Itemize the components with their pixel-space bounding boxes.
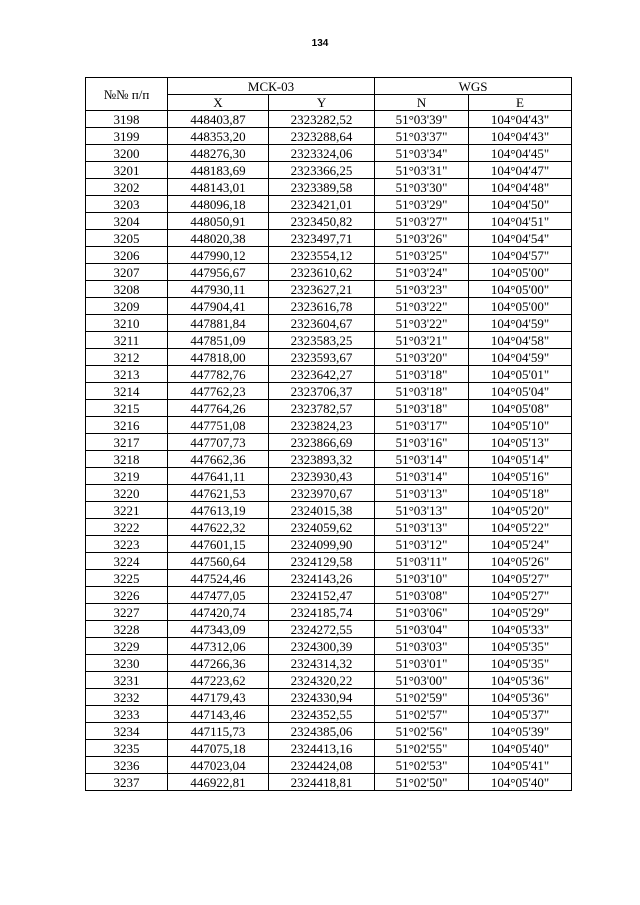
table-row: [86, 672, 572, 689]
cell-n: 51°03'29": [375, 196, 469, 213]
cell-y: 2324272,55: [269, 621, 375, 638]
cell-y: 2323421,01: [269, 196, 375, 213]
cell-x: 447312,06: [168, 638, 269, 655]
cell-x: 447477,05: [168, 587, 269, 604]
header-group-msk: МСК-03: [168, 78, 375, 95]
cell-index: 3212: [86, 349, 168, 366]
table-row: [86, 485, 572, 502]
cell-x: 447560,64: [168, 553, 269, 570]
cell-x: 447782,76: [168, 366, 269, 383]
cell-e: 104°05'36": [469, 672, 572, 689]
cell-e: 104°05'04": [469, 383, 572, 400]
cell-y: 2323583,25: [269, 332, 375, 349]
header-index: №№ п/п: [86, 78, 168, 111]
cell-e: 104°04'48": [469, 179, 572, 196]
cell-x: 447343,09: [168, 621, 269, 638]
cell-x: 447179,43: [168, 689, 269, 706]
cell-n: 51°03'16": [375, 434, 469, 451]
cell-y: 2324413,16: [269, 740, 375, 757]
cell-n: 51°03'01": [375, 655, 469, 672]
cell-n: 51°03'34": [375, 145, 469, 162]
table-row: [86, 230, 572, 247]
cell-x: 446922,81: [168, 774, 269, 791]
cell-x: 447818,00: [168, 349, 269, 366]
table-row: [86, 519, 572, 536]
table-row: [86, 553, 572, 570]
table-row: [86, 570, 572, 587]
cell-x: 447613,19: [168, 502, 269, 519]
table-row: [86, 349, 572, 366]
table-row: [86, 757, 572, 774]
cell-n: 51°03'37": [375, 128, 469, 145]
cell-n: 51°03'23": [375, 281, 469, 298]
cell-y: 2323450,82: [269, 213, 375, 230]
cell-y: 2324143,26: [269, 570, 375, 587]
cell-e: 104°04'59": [469, 315, 572, 332]
cell-e: 104°05'35": [469, 638, 572, 655]
cell-y: 2323893,32: [269, 451, 375, 468]
cell-x: 447762,23: [168, 383, 269, 400]
table-row: [86, 587, 572, 604]
cell-e: 104°05'39": [469, 723, 572, 740]
cell-y: 2324129,58: [269, 553, 375, 570]
cell-e: 104°05'14": [469, 451, 572, 468]
cell-index: 3210: [86, 315, 168, 332]
cell-n: 51°03'13": [375, 502, 469, 519]
cell-index: 3219: [86, 468, 168, 485]
cell-e: 104°05'13": [469, 434, 572, 451]
cell-e: 104°05'40": [469, 740, 572, 757]
cell-index: 3216: [86, 417, 168, 434]
cell-e: 104°05'01": [469, 366, 572, 383]
cell-index: 3203: [86, 196, 168, 213]
cell-index: 3230: [86, 655, 168, 672]
table-row: [86, 502, 572, 519]
cell-y: 2323593,67: [269, 349, 375, 366]
cell-index: 3207: [86, 264, 168, 281]
cell-x: 447930,11: [168, 281, 269, 298]
cell-n: 51°03'12": [375, 536, 469, 553]
cell-index: 3208: [86, 281, 168, 298]
cell-e: 104°05'41": [469, 757, 572, 774]
cell-x: 447075,18: [168, 740, 269, 757]
cell-n: 51°03'22": [375, 298, 469, 315]
table-row: [86, 298, 572, 315]
table-row: [86, 774, 572, 791]
cell-x: 448403,87: [168, 111, 269, 128]
cell-y: 2323970,67: [269, 485, 375, 502]
cell-y: 2324385,06: [269, 723, 375, 740]
cell-x: 447143,46: [168, 706, 269, 723]
table-row: [86, 366, 572, 383]
cell-x: 448096,18: [168, 196, 269, 213]
cell-n: 51°03'25": [375, 247, 469, 264]
cell-x: 447707,73: [168, 434, 269, 451]
cell-e: 104°05'00": [469, 298, 572, 315]
cell-index: 3232: [86, 689, 168, 706]
cell-index: 3221: [86, 502, 168, 519]
cell-y: 2323497,71: [269, 230, 375, 247]
cell-y: 2323288,64: [269, 128, 375, 145]
table-row: [86, 111, 572, 128]
cell-e: 104°05'35": [469, 655, 572, 672]
cell-e: 104°05'33": [469, 621, 572, 638]
cell-x: 448276,30: [168, 145, 269, 162]
table-header: [86, 78, 572, 111]
table-row: [86, 706, 572, 723]
cell-x: 447223,62: [168, 672, 269, 689]
cell-e: 104°05'29": [469, 604, 572, 621]
table-row: [86, 128, 572, 145]
cell-x: 448353,20: [168, 128, 269, 145]
cell-index: 3229: [86, 638, 168, 655]
cell-n: 51°03'31": [375, 162, 469, 179]
cell-n: 51°03'24": [375, 264, 469, 281]
cell-index: 3211: [86, 332, 168, 349]
cell-index: 3199: [86, 128, 168, 145]
cell-x: 447601,15: [168, 536, 269, 553]
cell-y: 2324152,47: [269, 587, 375, 604]
cell-y: 2323366,25: [269, 162, 375, 179]
cell-y: 2324418,81: [269, 774, 375, 791]
cell-x: 448143,01: [168, 179, 269, 196]
cell-n: 51°02'55": [375, 740, 469, 757]
cell-x: 447990,12: [168, 247, 269, 264]
cell-index: 3237: [86, 774, 168, 791]
cell-n: 51°02'50": [375, 774, 469, 791]
cell-n: 51°03'13": [375, 519, 469, 536]
cell-e: 104°05'16": [469, 468, 572, 485]
cell-index: 3214: [86, 383, 168, 400]
header-n: N: [375, 95, 469, 111]
cell-n: 51°03'08": [375, 587, 469, 604]
cell-n: 51°02'53": [375, 757, 469, 774]
cell-n: 51°03'18": [375, 366, 469, 383]
header-e: E: [469, 95, 572, 111]
cell-x: 447662,36: [168, 451, 269, 468]
cell-x: 447641,11: [168, 468, 269, 485]
cell-x: 447266,36: [168, 655, 269, 672]
table-row: [86, 281, 572, 298]
cell-y: 2323324,06: [269, 145, 375, 162]
cell-y: 2323389,58: [269, 179, 375, 196]
cell-index: 3228: [86, 621, 168, 638]
cell-e: 104°05'27": [469, 587, 572, 604]
cell-y: 2323554,12: [269, 247, 375, 264]
table-row: [86, 315, 572, 332]
cell-x: 447851,09: [168, 332, 269, 349]
table-row: [86, 434, 572, 451]
cell-x: 447622,32: [168, 519, 269, 536]
cell-n: 51°03'20": [375, 349, 469, 366]
cell-index: 3206: [86, 247, 168, 264]
cell-y: 2323604,67: [269, 315, 375, 332]
cell-y: 2324320,22: [269, 672, 375, 689]
cell-n: 51°03'03": [375, 638, 469, 655]
cell-y: 2324330,94: [269, 689, 375, 706]
cell-e: 104°05'10": [469, 417, 572, 434]
table-row: [86, 451, 572, 468]
cell-e: 104°05'24": [469, 536, 572, 553]
cell-x: 447904,41: [168, 298, 269, 315]
cell-index: 3217: [86, 434, 168, 451]
cell-index: 3205: [86, 230, 168, 247]
table-row: [86, 638, 572, 655]
cell-e: 104°05'20": [469, 502, 572, 519]
header-row-top: [86, 78, 572, 95]
cell-e: 104°05'18": [469, 485, 572, 502]
cell-y: 2323782,57: [269, 400, 375, 417]
cell-y: 2324015,38: [269, 502, 375, 519]
cell-y: 2323616,78: [269, 298, 375, 315]
cell-y: 2324300,39: [269, 638, 375, 655]
cell-e: 104°05'22": [469, 519, 572, 536]
cell-y: 2324424,08: [269, 757, 375, 774]
cell-index: 3202: [86, 179, 168, 196]
table-row: [86, 264, 572, 281]
cell-n: 51°03'18": [375, 400, 469, 417]
cell-index: 3209: [86, 298, 168, 315]
cell-x: 448050,91: [168, 213, 269, 230]
cell-index: 3236: [86, 757, 168, 774]
cell-y: 2323642,27: [269, 366, 375, 383]
cell-e: 104°04'59": [469, 349, 572, 366]
cell-x: 447764,26: [168, 400, 269, 417]
cell-y: 2324314,32: [269, 655, 375, 672]
cell-e: 104°05'36": [469, 689, 572, 706]
cell-e: 104°04'45": [469, 145, 572, 162]
cell-y: 2323282,52: [269, 111, 375, 128]
table-row: [86, 179, 572, 196]
cell-x: 447420,74: [168, 604, 269, 621]
coordinates-table: [85, 77, 572, 791]
cell-e: 104°05'00": [469, 264, 572, 281]
cell-n: 51°03'39": [375, 111, 469, 128]
table-row: [86, 468, 572, 485]
cell-y: 2323930,43: [269, 468, 375, 485]
table-row: [86, 723, 572, 740]
cell-n: 51°03'10": [375, 570, 469, 587]
table-body: [86, 111, 572, 791]
cell-index: 3223: [86, 536, 168, 553]
cell-n: 51°02'56": [375, 723, 469, 740]
cell-y: 2324099,90: [269, 536, 375, 553]
cell-y: 2323627,21: [269, 281, 375, 298]
cell-n: 51°03'26": [375, 230, 469, 247]
cell-x: 448183,69: [168, 162, 269, 179]
cell-index: 3227: [86, 604, 168, 621]
cell-n: 51°03'27": [375, 213, 469, 230]
cell-n: 51°03'04": [375, 621, 469, 638]
header-y: Y: [269, 95, 375, 111]
table-row: [86, 740, 572, 757]
cell-n: 51°03'30": [375, 179, 469, 196]
table-row: [86, 196, 572, 213]
cell-e: 104°04'54": [469, 230, 572, 247]
table-row: [86, 417, 572, 434]
cell-n: 51°03'17": [375, 417, 469, 434]
cell-y: 2324185,74: [269, 604, 375, 621]
table-row: [86, 689, 572, 706]
cell-n: 51°03'22": [375, 315, 469, 332]
cell-x: 448020,38: [168, 230, 269, 247]
table-row: [86, 383, 572, 400]
cell-index: 3224: [86, 553, 168, 570]
cell-n: 51°03'11": [375, 553, 469, 570]
cell-index: 3200: [86, 145, 168, 162]
cell-n: 51°03'18": [375, 383, 469, 400]
cell-index: 3204: [86, 213, 168, 230]
cell-e: 104°05'40": [469, 774, 572, 791]
cell-index: 3233: [86, 706, 168, 723]
cell-n: 51°03'00": [375, 672, 469, 689]
cell-index: 3226: [86, 587, 168, 604]
table-row: [86, 213, 572, 230]
cell-n: 51°02'59": [375, 689, 469, 706]
table-row: [86, 247, 572, 264]
cell-n: 51°03'14": [375, 451, 469, 468]
cell-y: 2323610,62: [269, 264, 375, 281]
cell-e: 104°05'26": [469, 553, 572, 570]
cell-e: 104°05'37": [469, 706, 572, 723]
table-row: [86, 162, 572, 179]
cell-index: 3198: [86, 111, 168, 128]
cell-e: 104°04'57": [469, 247, 572, 264]
table-row: [86, 621, 572, 638]
cell-x: 447956,67: [168, 264, 269, 281]
cell-index: 3213: [86, 366, 168, 383]
cell-e: 104°05'27": [469, 570, 572, 587]
cell-e: 104°05'08": [469, 400, 572, 417]
cell-n: 51°03'13": [375, 485, 469, 502]
cell-y: 2323706,37: [269, 383, 375, 400]
cell-index: 3234: [86, 723, 168, 740]
cell-n: 51°03'06": [375, 604, 469, 621]
cell-e: 104°04'51": [469, 213, 572, 230]
cell-y: 2323866,69: [269, 434, 375, 451]
header-x: X: [168, 95, 269, 111]
table-row: [86, 400, 572, 417]
cell-x: 447751,08: [168, 417, 269, 434]
table-row: [86, 332, 572, 349]
table-row: [86, 536, 572, 553]
page-number: 134: [311, 38, 329, 49]
cell-x: 447621,53: [168, 485, 269, 502]
cell-index: 3218: [86, 451, 168, 468]
cell-x: 447524,46: [168, 570, 269, 587]
header-group-wgs: WGS: [375, 78, 572, 95]
cell-n: 51°03'14": [375, 468, 469, 485]
cell-index: 3222: [86, 519, 168, 536]
cell-n: 51°03'21": [375, 332, 469, 349]
cell-e: 104°04'43": [469, 111, 572, 128]
cell-x: 447115,73: [168, 723, 269, 740]
cell-y: 2323824,23: [269, 417, 375, 434]
cell-index: 3215: [86, 400, 168, 417]
cell-e: 104°04'58": [469, 332, 572, 349]
table-row: [86, 145, 572, 162]
cell-index: 3235: [86, 740, 168, 757]
cell-index: 3225: [86, 570, 168, 587]
cell-index: 3231: [86, 672, 168, 689]
cell-index: 3220: [86, 485, 168, 502]
cell-y: 2324059,62: [269, 519, 375, 536]
cell-x: 447881,84: [168, 315, 269, 332]
cell-x: 447023,04: [168, 757, 269, 774]
cell-e: 104°04'43": [469, 128, 572, 145]
table-row: [86, 604, 572, 621]
cell-index: 3201: [86, 162, 168, 179]
table-row: [86, 655, 572, 672]
cell-n: 51°02'57": [375, 706, 469, 723]
cell-e: 104°04'50": [469, 196, 572, 213]
cell-y: 2324352,55: [269, 706, 375, 723]
cell-e: 104°05'00": [469, 281, 572, 298]
cell-e: 104°04'47": [469, 162, 572, 179]
